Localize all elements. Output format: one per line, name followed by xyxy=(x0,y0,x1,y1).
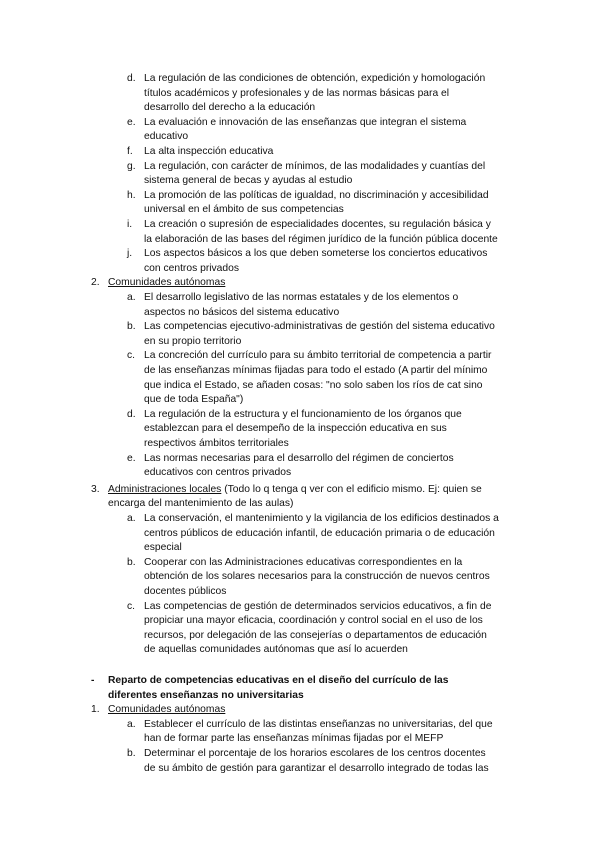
section-title: Comunidades autónomas xyxy=(108,277,226,289)
document-page: d. La regulación de las condiciones de obtención, expedición y homologación títulos académicos y profesionales y de las normas básicas para el desarrollo del derecho a la educación e. La evaluación e innovación de las enseñanzas que integran el sistema educativo f. La alta inspección educativa g. La regulación, con carácter de mínimos, de las modalidades y cuantías del sistema general de becas y ayudas al estudio h. La promoción de las políticas de igualdad, no discriminación y accesibilidad universal en el ámbito de sus competencias i. La creación o supresión de especialidades docentes, su regulación básica y la elaboración de las bases del régimen jurídico de la función pública docente j. Los aspectos básicos a los que deben someterse los conciertos educativos con centros privados 2. Comunidades autónomas a. El desarrollo legislativo de las normas estatales y de los elementos o aspectos no básicos del sistema educativo b. Las competencias ejecutivo-administrativas de gestión del sistema educativo en su propio territorio c. La concreción del currículo para su ámbito territorial de competencia a partir de las enseñanzas mínimas fijadas para todo el estado (A partir del mínimo que indica el Estado, se añaden cosas: "no solo saben los ríos de cat sino que de toda España") d. La regulación de la estructura y el funcionamiento de los órganos que establezcan para el desempeño de la inspección educativa en sus respectivos ámbitos territoriales e. Las normas necesarias para el desarrollo del régimen de conciertos educativos con centros privados 3. Administraciones locales (Todo lo q tenga q ver con el edificio mismo. Ej: quien se encarga del mantenimiento de las aulas) a. La conservación, el mantenimiento y la vigilancia de los edificios destinados a centros públicos de educación infantil, de educación primaria o de educación especial b. Cooperar con las Administraciones educativas correspondientes en la obtención de los solares necesarios para la construcción de nuevos centros docentes públicos c. Las competencias de gestión de determinados servicios educativos, a fin de propiciar una mayor eficacia, coordinación y control social en el uso de los recursos, por delegación de las consejerías o departamentos de educación de aquellas comunidades autónomas que así lo acuerden - Reparto de competencias educativas en el diseño del currículo de las diferentes enseñanzas no universitarias 1. Comunidades autónomas a. Establecer el currículo de las distintas enseñanzas no universitarias, del que han de formar parte las enseñanzas mínimas fijadas por el MEFP b. Determinar el porcentaje de los horarios escolares de los centros docentes de su ámbito de gestión para garantizar el desarrollo integrado de todas las xyxy=(91,73,499,774)
section-title: Administraciones locales xyxy=(108,483,222,495)
section-title: Comunidades autónomas xyxy=(108,704,226,716)
